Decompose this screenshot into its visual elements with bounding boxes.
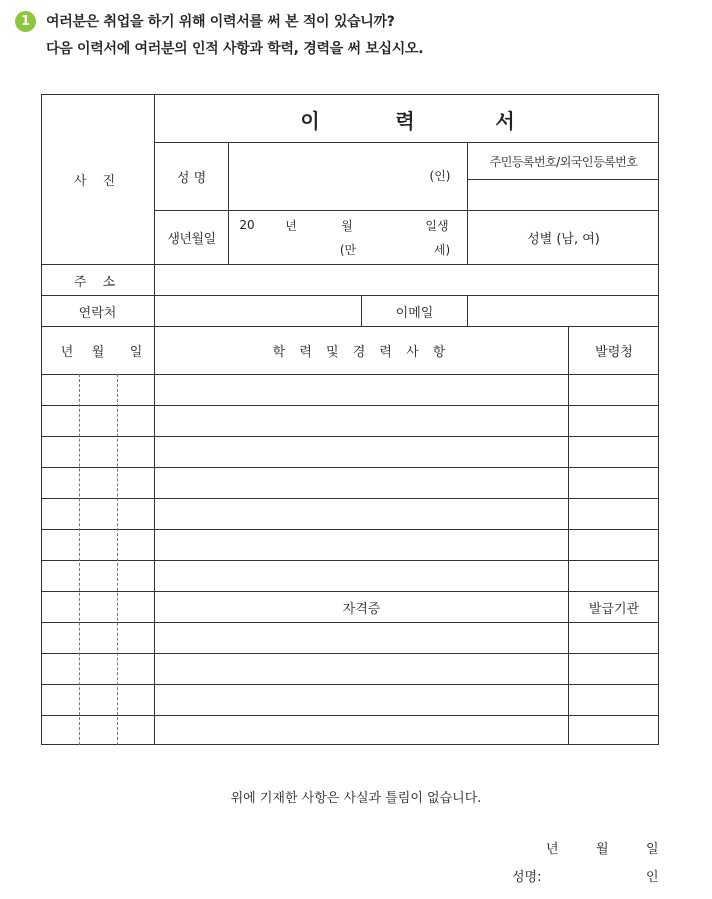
address-label: 주 소 <box>73 274 122 290</box>
date-year-label: 년 <box>60 345 74 360</box>
email-field[interactable] <box>468 296 659 326</box>
address-field[interactable] <box>155 265 659 295</box>
rule-row-8 <box>41 622 659 623</box>
question-number-badge: 1 <box>15 11 36 32</box>
question-text-line-1: 여러분은 취업을 하기 위해 이력서를 써 본 적이 있습니까? <box>46 14 395 30</box>
contact-label: 연락처 <box>78 305 117 321</box>
footer-month: 월 <box>596 842 609 857</box>
email-label: 이메일 <box>395 305 434 321</box>
cert-issuer-label: 발급기관 <box>588 601 640 617</box>
name-label: 성 명 <box>176 171 207 186</box>
rule-row-9 <box>41 653 659 654</box>
birth-year-prefix: 20 <box>239 218 255 232</box>
footer-seal: 인 <box>646 870 659 885</box>
history-label: 학 력 및 경 력 사 항 <box>272 345 451 360</box>
issuer-label: 발령청 <box>595 345 633 360</box>
birth-year-unit: 년 <box>285 218 297 233</box>
birth-day-unit: 일생 <box>425 218 449 233</box>
title-char-1: 이 <box>300 108 320 133</box>
rule-row-1 <box>41 405 659 406</box>
birth-month-unit: 월 <box>341 218 353 233</box>
photo-label: 사 진 <box>73 173 122 189</box>
id-number-label: 주민등록번호/외국인등록번호 <box>489 154 638 169</box>
gender-label: 성별 (남, 여) <box>527 232 600 247</box>
rule-row-10 <box>41 684 659 685</box>
title-char-2: 력 <box>395 108 415 133</box>
date-day-label: 일 <box>129 345 143 360</box>
contact-field[interactable] <box>155 296 361 326</box>
date-month-label: 월 <box>91 345 105 360</box>
id-number-field[interactable] <box>468 180 659 210</box>
rule-row-4 <box>41 498 659 499</box>
question-text-line-2: 다음 이력서에 여러분의 인적 사항과 학력, 경력을 써 보십시오. <box>46 41 424 57</box>
rule-row-5 <box>41 529 659 530</box>
rule-date-dashed-1 <box>79 374 80 745</box>
rule-row-2 <box>41 436 659 437</box>
age-close: 세) <box>433 242 451 257</box>
age-open: (만 <box>339 242 357 257</box>
rule-date-dashed-2 <box>117 374 118 745</box>
footer-statement: 위에 기재한 사항은 사실과 틀림이 없습니다. <box>230 791 482 806</box>
birth-label: 생년월일 <box>167 232 216 247</box>
rule-header-bottom <box>41 374 659 375</box>
rule-issuer-col <box>568 326 569 745</box>
seal-mark: (인) <box>429 168 451 183</box>
rule-row-11 <box>41 715 659 716</box>
rule-row-3 <box>41 467 659 468</box>
footer-year: 년 <box>546 842 559 857</box>
title-char-3: 서 <box>495 108 515 133</box>
footer-day: 일 <box>646 842 659 857</box>
rule-row-6 <box>41 560 659 561</box>
certificate-label: 자격증 <box>342 601 381 617</box>
footer-signature-label: 성명: <box>512 870 542 885</box>
